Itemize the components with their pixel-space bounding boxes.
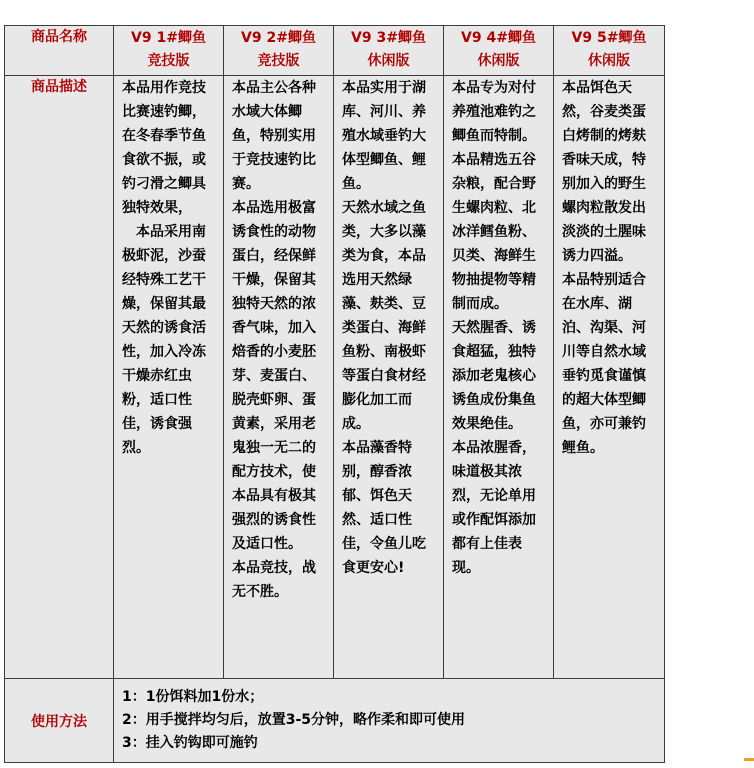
- product-edition: 休闲版: [588, 53, 630, 69]
- description-paragraph: 本品精选五谷杂粮，配合野生螺肉粒、北冰洋鳕鱼粉、贝类、海鲜生物抽提物等精制而成。: [452, 152, 536, 312]
- product-model: V9 4#鲫鱼: [461, 30, 536, 46]
- description-paragraph: 本品主公各种水域大体鲫鱼，特别实用于竞技速钓比赛。: [232, 80, 316, 192]
- description-paragraph: 本品饵色天然，谷麦类蛋白烤制的烤麸香味天成，特别加入的野生螺肉粒散发出淡淡的土腥味诱力四溢。: [562, 80, 646, 264]
- description-cell-2: [224, 76, 334, 679]
- description-row: [5, 76, 665, 679]
- description-cell-3: [334, 76, 444, 679]
- product-model: V9 3#鲫鱼: [351, 30, 426, 46]
- usage-label: 使用方法: [5, 679, 114, 763]
- product-model: V9 2#鲫鱼: [241, 30, 316, 46]
- description-paragraph: 本品专为对付养殖池难钓之鲫鱼而特制。: [452, 80, 536, 144]
- usage-cell: [114, 679, 665, 763]
- product-header-4: [444, 26, 554, 76]
- product-model: V9 1#鲫鱼: [131, 30, 206, 46]
- corner-mark: [744, 758, 754, 761]
- description-paragraph: 天然腥香、诱食超猛，独特添加老鬼核心诱鱼成份集鱼效果绝佳。: [452, 320, 536, 432]
- description-paragraph: 本品浓腥香，味道极其浓烈，无论单用或作配饵添加都有上佳表现。: [452, 440, 536, 576]
- description-paragraph: 本品选用极富诱食性的动物蛋白，经保鲜干燥，保留其独特天然的浓香气味，加入焙香的小麦胚芽、麦蛋白、脱壳虾卵、蛋黄素，采用老鬼独一无二的配方技术，使本品具有极其强烈的诱食性及适口性。: [232, 200, 316, 552]
- header-row: [5, 26, 665, 76]
- description-paragraph: 本品竞技，战无不胜。: [232, 560, 316, 600]
- description-cell-5: [554, 76, 665, 679]
- usage-step-3: 3：挂入钓钩即可施钓: [122, 735, 258, 751]
- description-paragraph: 本品用作竞技比赛速钓鲫，在冬春季节鱼食欲不振，或钓刁滑之鲫具独特效果，: [122, 80, 206, 216]
- product-header-1: [114, 26, 224, 76]
- product-edition: 休闲版: [477, 53, 520, 69]
- description-cell-4: [444, 76, 554, 679]
- description-paragraph: 本品实用于湖库、河川、养殖水域垂钓大体型鲫鱼、鲤鱼。: [342, 80, 426, 192]
- product-edition: 竞技版: [257, 53, 300, 69]
- usage-row: [5, 679, 665, 763]
- usage-step-1: 1：1份饵料加1份水；: [122, 689, 264, 705]
- description-paragraph: 本品采用南极虾泥，沙蚕经特殊工艺干燥，保留其最天然的诱食活性，加入冷冻干燥赤红虫粉，适口性佳，诱食强烈。: [122, 224, 206, 456]
- product-edition: 竞技版: [147, 53, 190, 69]
- product-header-2: [224, 26, 334, 76]
- description-paragraph: 天然水域之鱼类，大多以藻类为食，本品选用天然绿藻、麸类、豆类蛋白、海鲜鱼粉、南极虾等蛋白食材经膨化加工而成。: [342, 200, 426, 432]
- product-edition: 休闲版: [367, 53, 410, 69]
- usage-step-2: 2：用手搅拌均匀后，放置3-5分钟，略作柔和即可使用: [122, 712, 466, 728]
- description-cell-1: [114, 76, 224, 679]
- product-spec-table: [4, 25, 665, 763]
- product-model: V9 5#鲫鱼: [571, 30, 647, 46]
- product-header-3: [334, 26, 444, 76]
- description-paragraph: 本品藻香特别，醇香浓郁、饵色天然、适口性佳，令鱼儿吃食更安心!: [342, 440, 426, 576]
- product-description-label: 商品描述: [5, 76, 114, 679]
- product-header-5: [554, 26, 665, 76]
- description-paragraph: 本品特别适合在水库、湖泊、沟渠、河川等自然水域垂钓觅食谨慎的超大体型鲫鱼，亦可兼钓鲤鱼。: [562, 272, 646, 456]
- product-name-label: 商品名称: [5, 26, 114, 76]
